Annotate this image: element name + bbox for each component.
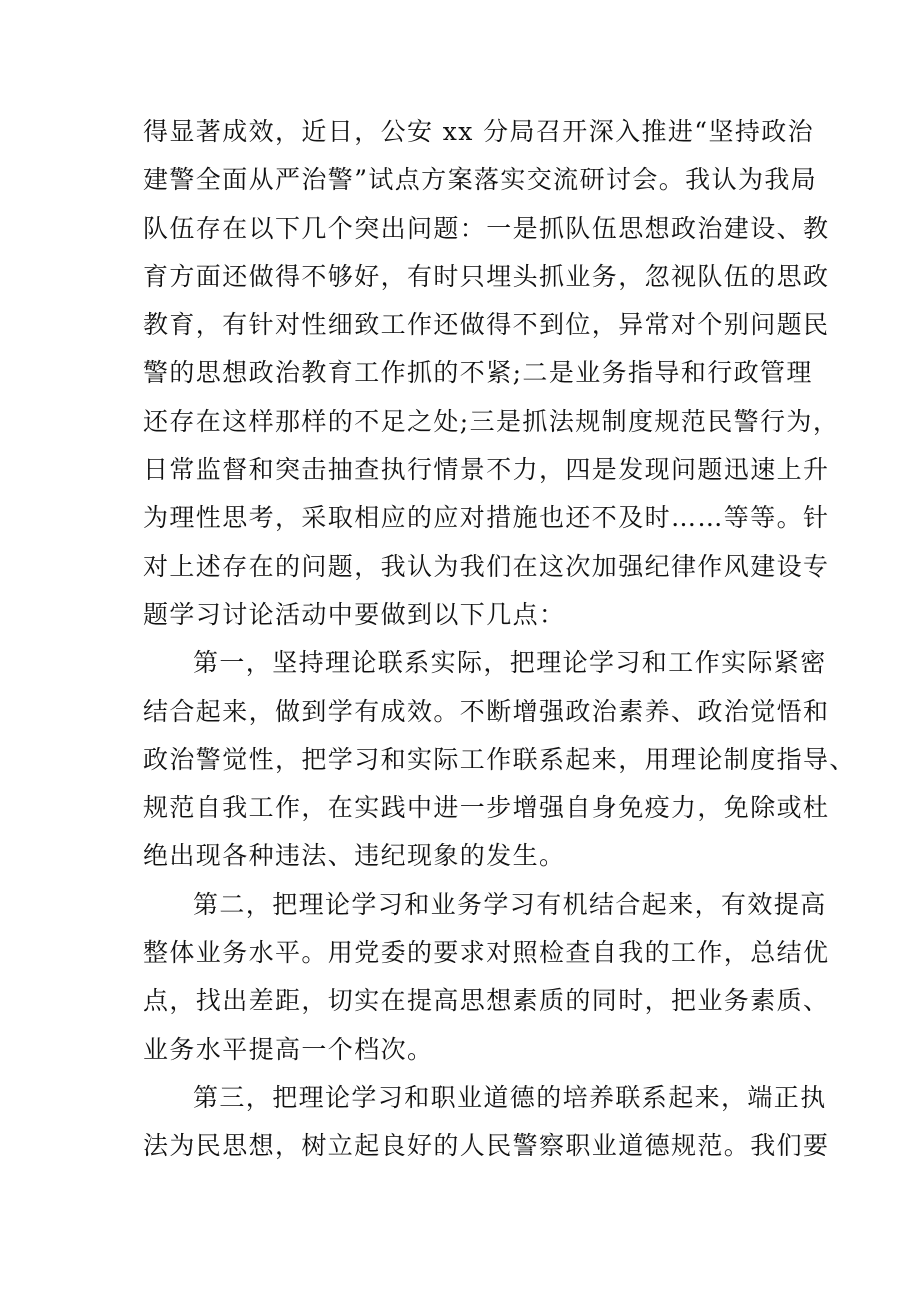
text-line: 结合起来，做到学有成效。不断增强政治素养、政治觉悟和: [143, 696, 830, 726]
text-line: 得显著成效，近日，公安 xx 分局召开深入推进“坚持政治: [143, 117, 815, 146]
text-line: 还存在这样那样的不足之处;三是抓法规制度规范民警行为，: [143, 406, 840, 436]
text-line: 教育，有针对性细致工作还做得不到位，异常对个别问题民: [143, 310, 830, 340]
text-line: 整体业务水平。用党委的要求对照检查自我的工作，总结优: [143, 938, 830, 968]
text-line: 题学习讨论活动中要做到以下几点：: [143, 599, 566, 629]
text-line: 为理性思考，采取相应的应对措施也还不及时……等等。针: [143, 503, 830, 533]
text-line: 点，找出差距，切实在提高思想素质的同时，把业务素质、: [143, 986, 830, 1016]
text-line: 队伍存在以下几个突出问题：一是抓队伍思想政治建设、教: [143, 213, 830, 243]
text-line: 绝出现各种违法、违纪现象的发生。: [143, 841, 566, 871]
text-line: 规范自我工作，在实践中进一步增强自身免疫力，免除或杜: [143, 793, 830, 823]
paragraph-first-line: 第二，把理论学习和业务学习有机结合起来，有效提高: [193, 889, 827, 919]
paragraph-first-line: 第三，把理论学习和职业道德的培养联系起来，端正执: [193, 1082, 827, 1112]
text-line: 政治警觉性，把学习和实际工作联系起来，用理论制度指导、: [143, 744, 856, 774]
text-line: 警的思想政治教育工作抓的不紧;二是业务指导和行政管理: [143, 358, 813, 388]
paragraph-first-line: 第一，坚持理论联系实际，把理论学习和工作实际紧密: [193, 648, 827, 678]
text-line: 建警全面从严治警”试点方案落实交流研讨会。我认为我局: [143, 165, 818, 195]
text-line: 对上述存在的问题，我认为我们在这次加强纪律作风建设专: [143, 551, 830, 581]
text-line: 法为民思想，树立起良好的人民警察职业道德规范。我们要: [143, 1131, 830, 1161]
document-body: [143, 108, 856, 1171]
text-line: 业务水平提高一个档次。: [143, 1034, 434, 1064]
text-line: 日常监督和突击抽查执行情景不力，四是发现问题迅速上升: [143, 455, 830, 485]
text-line: 育方面还做得不够好，有时只埋头抓业务，忽视队伍的思政: [143, 261, 830, 291]
